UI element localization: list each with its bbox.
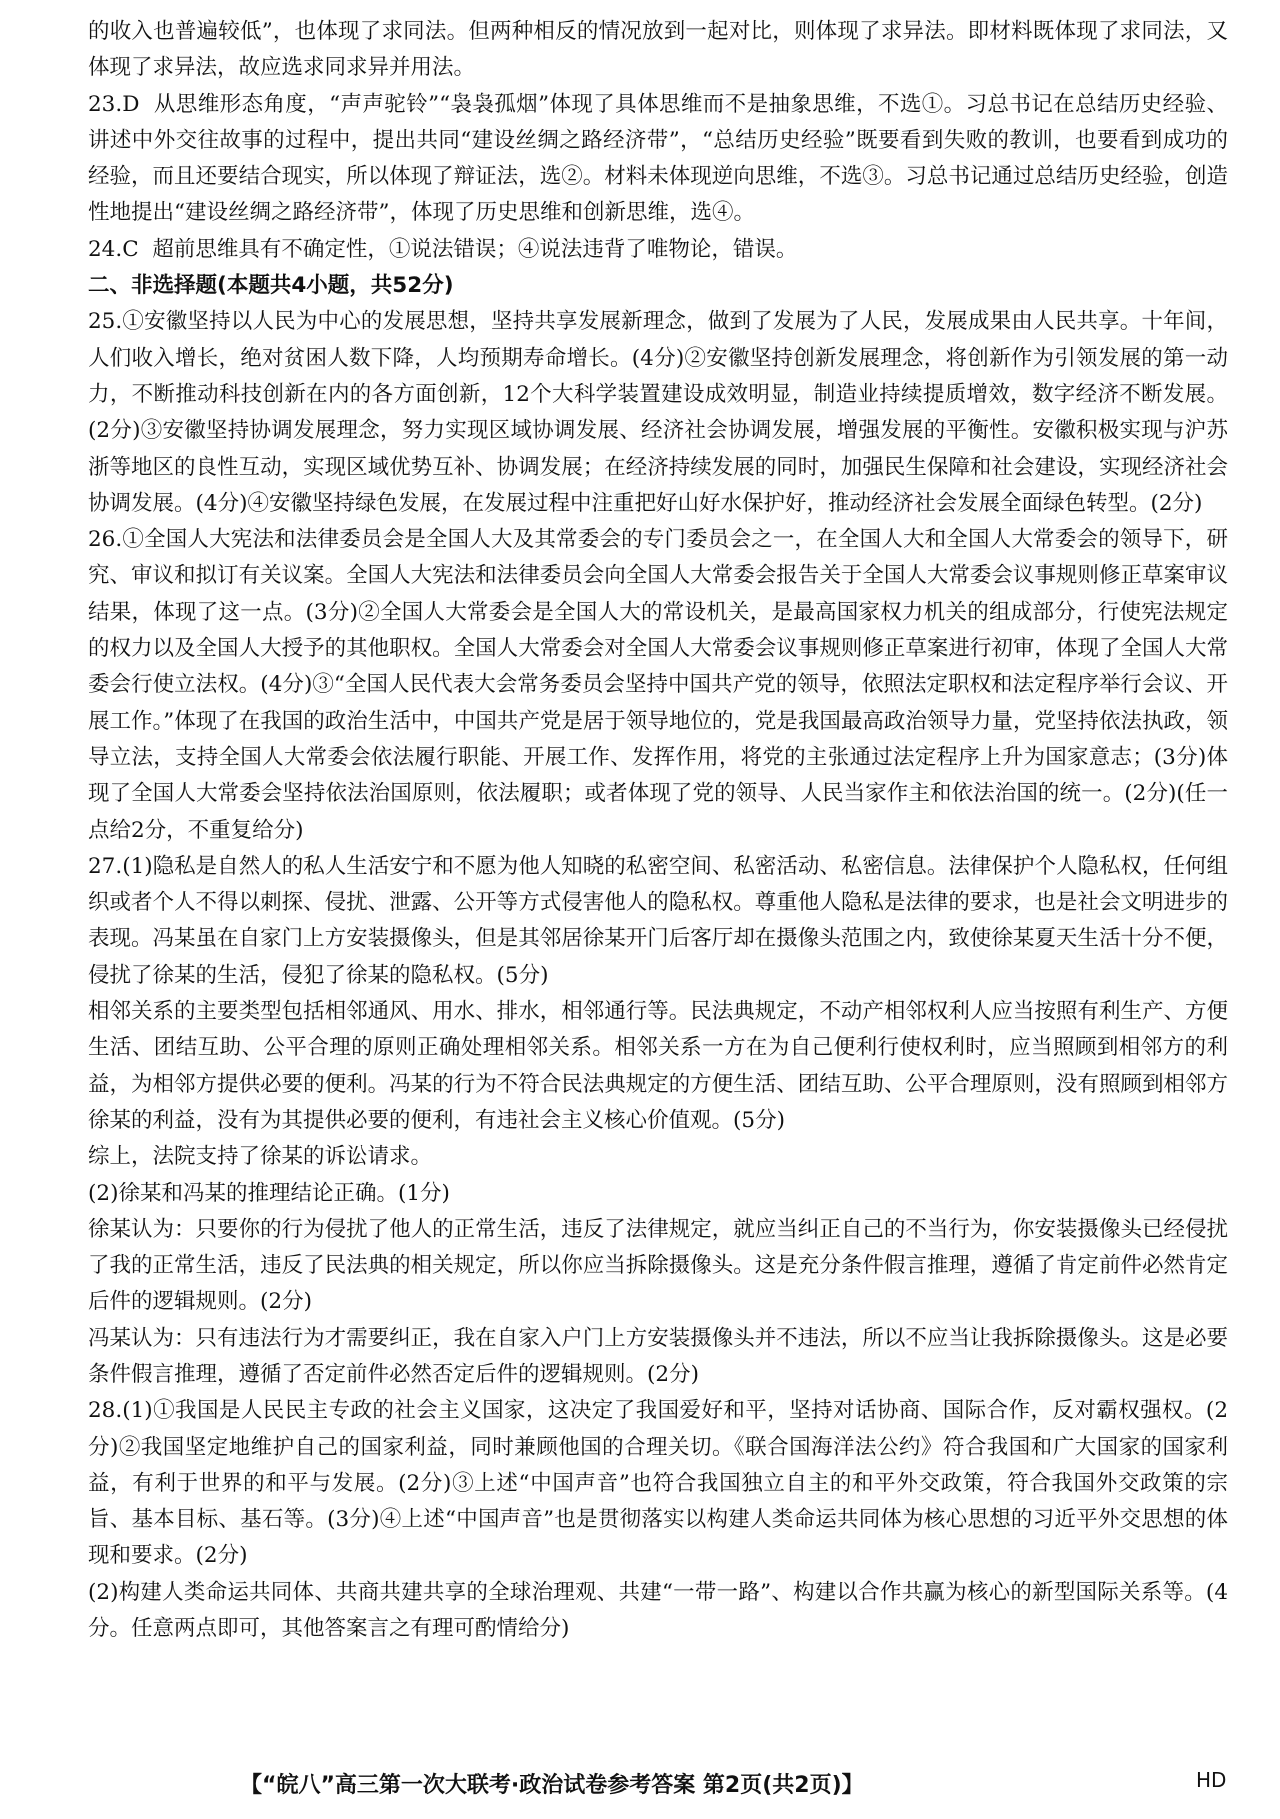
answer-28-number: 28. bbox=[88, 1398, 123, 1424]
answer-25-text: ①安徽坚持以人民为中心的发展思想，坚持共享发展新理念，做到了发展为了人民，发展成果由人民共享。十年间，人们收入增长，绝对贫困人数下降，人均预期寿命增长。(4分)②安徽坚持创新发展理念，将创新作为引领发展的第一动力，不断推动科技创新在内的各方面创新，12个大科学装置建设成效明显，制造业持续提质增效，数字经济不断发展。(2分)③安徽坚持协调发展理念，努力实现区域协调发展、经济社会协调发展，增强发展的平衡性。安徽积极实现与沪苏浙等地区的良性互动，实现区域优势互补、协调发展；在经济持续发展的同时，加强民生保障和社会建设，实现经济社会协调发展。(4分)④安徽坚持绿色发展，在发展过程中注重把好山好水保护好，推动经济社会发展全面绿色转型。(2分) bbox=[88, 309, 1228, 516]
answer-25 bbox=[88, 304, 1228, 522]
answer-23-text: 从思维形态角度，“声声驼铃”“袅袅孤烟”体现了具体思维而不是抽象思维，不选①。习总书记在总结历史经验、讲述中外交往故事的过程中，提出共同“建设丝绸之路经济带”，“总结历史经验”既要看到失败的教训，也要看到成功的经验，而且还要结合现实，所以体现了辩证法，选②。材料未体现逆向思维，不选③。习总书记通过总结历史经验，创造性地提出“建设丝绸之路经济带”，体现了历史思维和创新思维，选④。 bbox=[88, 91, 1228, 226]
answer-27-part-3: 综上，法院支持了徐某的诉讼请求。 bbox=[88, 1144, 433, 1170]
answer-27-number: 27. bbox=[88, 853, 123, 879]
answer-24 bbox=[88, 232, 1228, 268]
footer-code: HD bbox=[1196, 1768, 1227, 1792]
answer-28-part-1 bbox=[88, 1393, 1228, 1574]
intro-paragraph: 的收入也普遍较低”，也体现了求同法。但两种相反的情况放到一起对比，则体现了求异法。即材料既体现了求同法，又体现了求异法，故应选求同求异并用法。 bbox=[88, 19, 1228, 81]
section-heading: 二、非选择题(本题共4小题，共52分) bbox=[88, 273, 454, 299]
footer-title: 【“皖八”高三第一次大联考·政治试卷参考答案 第2页(共2页)】 bbox=[240, 1773, 864, 1798]
answer-27-part-4: (2)徐某和冯某的推理结论正确。(1分) bbox=[88, 1180, 450, 1206]
page-footer bbox=[0, 1768, 1280, 1808]
answer-27-text-1: (1)隐私是自然人的私人生活安宁和不愿为他人知晓的私密空间、私密活动、私密信息。法律保护个人隐私权，任何组织或者个人不得以刺探、侵扰、泄露、公开等方式侵害他人的隐私权。尊重他人隐私是法律的要求，也是社会文明进步的表现。冯某虽在自家门上方安装摄像头，但是其邻居徐某开门后客厅却在摄像头范围之内，致使徐某夏天生活十分不便，侵扰了徐某的生活，侵犯了徐某的隐私权。(5分) bbox=[88, 853, 1228, 988]
answer-23-number: 23.D bbox=[88, 91, 140, 117]
answer-27-part-1 bbox=[88, 849, 1228, 994]
answer-26-text: ①全国人大宪法和法律委员会是全国人大及其常委会的专门委员会之一，在全国人大和全国人大常委会的领导下，研究、审议和拟订有关议案。全国人大宪法和法律委员会向全国人大常委会报告关于全国人大常委会议事规则修正草案审议结果，体现了这一点。(3分)②全国人大常委会是全国人大的常设机关，是最高国家权力机关的组成部分，行使宪法规定的权力以及全国人大授予的其他职权。全国人大常委会对全国人大常委会议事规则修正草案进行初审，体现了全国人大常委会行使立法权。(4分)③“全国人民代表大会常务委员会坚持中国共产党的领导，依照法定职权和法定程序举行会议、开展工作。”体现了在我国的政治生活中，中国共产党是居于领导地位的，党是我国最高政治领导力量，党坚持依法执政，领导立法，支持全国人大常委会依法履行职能、开展工作、发挥作用，将党的主张通过法定程序上升为国家意志；(3分)体现了全国人大常委会坚持依法治国原则，依法履职；或者体现了党的领导、人民当家作主和依法治国的统一。(2分)(任一点给2分，不重复给分) bbox=[88, 527, 1228, 843]
answer-28-part-2: (2)构建人类命运共同体、共商共建共享的全球治理观、共建“一带一路”、构建以合作共赢为核心的新型国际关系等。(4分。任意两点即可，其他答案言之有理可酌情给分) bbox=[88, 1579, 1228, 1642]
answer-27-part-5: 徐某认为：只要你的行为侵扰了他人的正常生活，违反了法律规定，就应当纠正自己的不当行为，你安装摄像头已经侵扰了我的正常生活，违反了民法典的相关规定，所以你应当拆除摄像头。这是充分条件假言推理，遵循了肯定前件必然肯定后件的逻辑规则。(2分) bbox=[88, 1216, 1228, 1315]
answer-26 bbox=[88, 522, 1228, 849]
answer-24-number: 24.C bbox=[88, 236, 139, 262]
answer-26-number: 26. bbox=[88, 527, 123, 553]
answer-27-part-2: 相邻关系的主要类型包括相邻通风、用水、排水，相邻通行等。民法典规定，不动产相邻权利人应当按照有利生产、方便生活、团结互助、公平合理的原则正确处理相邻关系。相邻关系一方在为自己便利行使权利时，应当照顾到相邻方的利益，为相邻方提供必要的便利。冯某的行为不符合民法典规定的方便生活、团结互助、公平合理原则，没有照顾到相邻方徐某的利益，没有为其提供必要的便利，有违社会主义核心价值观。(5分) bbox=[88, 999, 1228, 1133]
answer-23 bbox=[88, 87, 1228, 232]
answer-28-text-1: (1)①我国是人民民主专政的社会主义国家，这决定了我国爱好和平，坚持对话协商、国际合作，反对霸权强权。(2分)②我国坚定地维护自己的国家利益，同时兼顾他国的合理关切。《联合国海洋法公约》符合我国和广大国家的国家利益，有利于世界的和平与发展。(2分)③上述“中国声音”也符合我国独立自主的和平外交政策，符合我国外交政策的宗旨、基本目标、基石等。(3分)④上述“中国声音”也是贯彻落实以构建人类命运共同体为核心思想的习近平外交思想的体现和要求。(2分) bbox=[88, 1398, 1228, 1569]
answer-24-text: 超前思维具有不确定性，①说法错误；④说法违背了唯物论，错误。 bbox=[152, 236, 798, 262]
answer-27-part-6: 冯某认为：只有违法行为才需要纠正，我在自家入户门上方安装摄像头并不违法，所以不应当让我拆除摄像头。这是必要条件假言推理，遵循了否定前件必然否定后件的逻辑规则。(2分) bbox=[88, 1325, 1228, 1387]
answer-25-number: 25. bbox=[88, 309, 123, 335]
answer-content bbox=[88, 14, 1228, 1647]
